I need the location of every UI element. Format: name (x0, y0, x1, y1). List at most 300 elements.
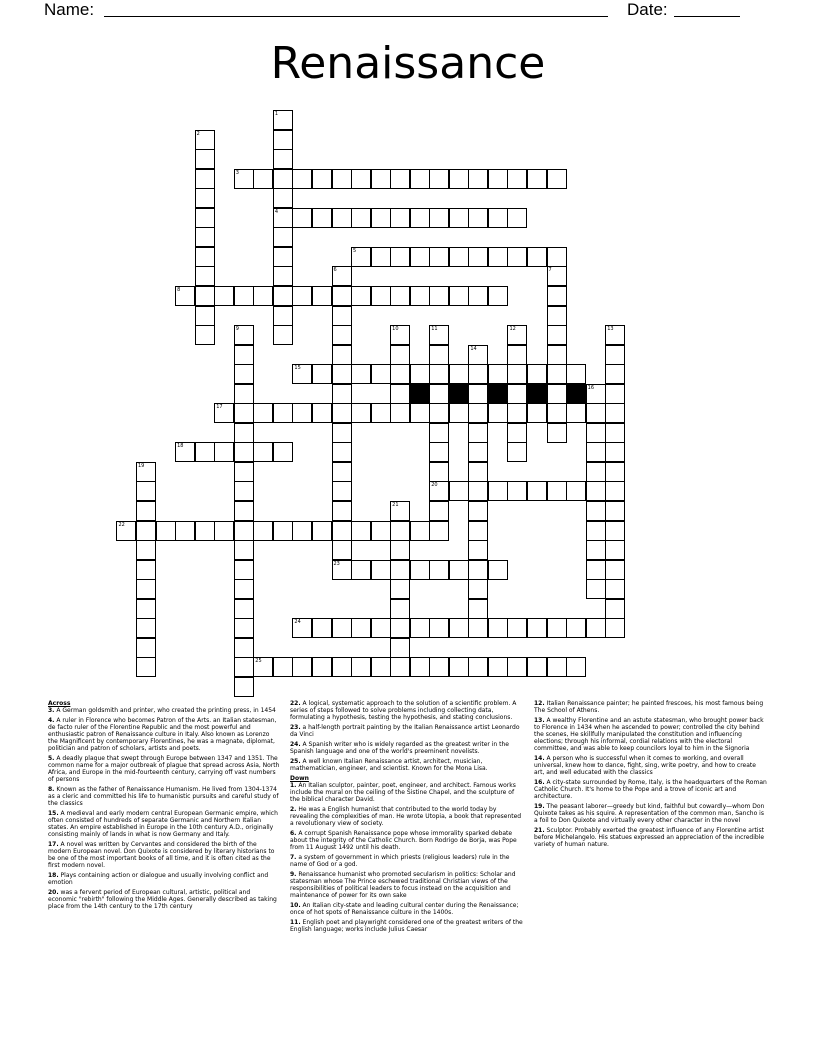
grid-cell[interactable] (273, 149, 293, 169)
grid-cell[interactable] (449, 560, 469, 580)
grid-cell[interactable] (429, 442, 449, 462)
grid-cell[interactable] (371, 286, 391, 306)
grid-cell[interactable] (234, 618, 254, 638)
grid-cell[interactable] (429, 169, 449, 189)
grid-cell[interactable] (332, 286, 352, 306)
grid-cell[interactable] (547, 247, 567, 267)
grid-cell[interactable] (292, 208, 312, 228)
grid-cell[interactable] (547, 657, 567, 677)
grid-cell[interactable] (136, 599, 156, 619)
grid-cell[interactable] (332, 403, 352, 423)
grid-cell[interactable] (507, 423, 527, 443)
grid-cell[interactable] (605, 403, 625, 423)
grid-cell[interactable] (547, 325, 567, 345)
grid-cell[interactable] (605, 462, 625, 482)
grid-cell[interactable] (429, 521, 449, 541)
grid-cell[interactable] (351, 560, 371, 580)
grid-cell[interactable] (507, 208, 527, 228)
grid-cell[interactable] (195, 188, 215, 208)
grid-cell[interactable] (507, 364, 527, 384)
grid-cell[interactable] (234, 677, 254, 697)
grid-cell[interactable] (586, 481, 606, 501)
grid-cell[interactable] (507, 384, 527, 404)
grid-cell[interactable] (488, 364, 508, 384)
grid-cell[interactable] (234, 462, 254, 482)
clue-number-label: 10. (290, 902, 301, 909)
grid-cell[interactable] (234, 481, 254, 501)
grid-cell[interactable] (429, 462, 449, 482)
grid-cell[interactable] (547, 403, 567, 423)
grid-cell[interactable] (332, 384, 352, 404)
grid-cell[interactable] (468, 169, 488, 189)
grid-cell[interactable] (547, 423, 567, 443)
grid-cell[interactable] (312, 208, 332, 228)
grid-cell[interactable] (449, 169, 469, 189)
grid-cell[interactable] (234, 579, 254, 599)
grid-cell[interactable] (195, 247, 215, 267)
grid-cell[interactable] (605, 618, 625, 638)
grid-cell[interactable] (332, 481, 352, 501)
grid-cell[interactable] (429, 364, 449, 384)
grid-cell[interactable] (390, 384, 410, 404)
grid-cell[interactable] (547, 481, 567, 501)
grid-cell[interactable] (390, 657, 410, 677)
grid-cell[interactable] (527, 403, 547, 423)
grid-cell[interactable] (429, 560, 449, 580)
grid-cell[interactable] (605, 384, 625, 404)
grid-cell[interactable] (273, 521, 293, 541)
grid-cell[interactable] (292, 521, 312, 541)
grid-cell[interactable] (273, 325, 293, 345)
grid-cell[interactable] (429, 247, 449, 267)
clue-across-17 (48, 841, 280, 869)
grid-cell[interactable] (390, 521, 410, 541)
clue-number: 14 (470, 345, 477, 352)
clue-number-label: 14. (534, 755, 545, 762)
clue-across-24 (290, 741, 524, 755)
grid-cell[interactable] (468, 521, 488, 541)
grid-cell[interactable] (195, 149, 215, 169)
clue-number: 13 (607, 326, 614, 333)
grid-cell[interactable] (312, 169, 332, 189)
clue-across-8 (48, 786, 280, 807)
grid-cell[interactable] (429, 208, 449, 228)
grid-cell[interactable] (195, 286, 215, 306)
grid-cell[interactable] (234, 560, 254, 580)
grid-cell[interactable] (429, 345, 449, 365)
grid-cell[interactable] (273, 169, 293, 189)
grid-cell[interactable] (410, 364, 430, 384)
grid-cell[interactable] (507, 481, 527, 501)
clue-across-3 (48, 707, 280, 714)
grid-cell[interactable] (234, 657, 254, 677)
grid-cell[interactable] (234, 599, 254, 619)
grid-cell[interactable] (234, 364, 254, 384)
grid-cell[interactable] (332, 208, 352, 228)
grid-cell[interactable] (605, 599, 625, 619)
grid-cell[interactable] (312, 403, 332, 423)
grid-cell[interactable] (234, 286, 254, 306)
grid-cell[interactable] (566, 618, 586, 638)
clue-text: A deadly plague that swept through Europe between 1347 and 1351. The common name for a major outbreak of plague that spread across Asia, North Africa, and Europe in the mid-fourteenth century, carrying off vast numbers of persons (48, 755, 280, 783)
grid-cell[interactable] (136, 657, 156, 677)
grid-cell[interactable] (371, 403, 391, 423)
grid-cell[interactable] (547, 306, 567, 326)
grid-cell[interactable] (390, 618, 410, 638)
grid-cell[interactable] (507, 403, 527, 423)
grid-cell[interactable] (332, 442, 352, 462)
grid-cell[interactable] (410, 403, 430, 423)
grid-cell[interactable] (332, 618, 352, 638)
grid-cell[interactable] (371, 521, 391, 541)
grid-cell[interactable] (390, 286, 410, 306)
grid-cell[interactable] (351, 403, 371, 423)
grid-cell[interactable] (586, 462, 606, 482)
grid-cell[interactable] (468, 481, 488, 501)
grid-cell[interactable] (527, 247, 547, 267)
grid-cell[interactable] (332, 325, 352, 345)
grid-cell[interactable] (332, 345, 352, 365)
grid-cell[interactable] (488, 657, 508, 677)
clue-text: A ruler in Florence who becomes Patron of the Arts. an Italian statesman, de facto ruler of the Florentine Republic and the most powerful and enthusiastic patron of Renaissance culture in Italy. Also known as Lorenzo the Magnificent by contemporary Florentines, he was a magnate, diplomat, politician and patron of scholars, artists and poets. (48, 717, 277, 752)
grid-cell[interactable] (312, 618, 332, 638)
clue-number-label: 17. (48, 841, 59, 848)
grid-cell[interactable] (449, 481, 469, 501)
grid-cell[interactable] (488, 247, 508, 267)
grid-cell[interactable] (351, 364, 371, 384)
grid-cell[interactable] (195, 227, 215, 247)
grid-cell[interactable] (273, 227, 293, 247)
grid-cell[interactable] (468, 208, 488, 228)
clue-text: A Spanish writer who is widely regarded as the greatest writer in the Spanish language and one of the world's preeminent novelists. (290, 741, 509, 755)
grid-cell[interactable] (507, 442, 527, 462)
grid-cell[interactable] (234, 501, 254, 521)
clue-number: 9 (235, 326, 239, 333)
grid-cell[interactable] (136, 540, 156, 560)
grid-cell[interactable] (390, 560, 410, 580)
grid-cell[interactable] (351, 618, 371, 638)
grid-cell[interactable] (390, 364, 410, 384)
grid-cell[interactable] (273, 130, 293, 150)
grid-cell[interactable] (390, 403, 410, 423)
clue-number-label: 7. (290, 854, 297, 861)
grid-cell[interactable] (195, 306, 215, 326)
clue-down-6 (290, 830, 524, 851)
grid-cell[interactable] (332, 521, 352, 541)
grid-cell[interactable] (468, 540, 488, 560)
grid-cell[interactable] (253, 286, 273, 306)
grid-cell[interactable] (273, 266, 293, 286)
grid-cell[interactable] (332, 501, 352, 521)
grid-cell[interactable] (195, 325, 215, 345)
grid-cell[interactable] (468, 247, 488, 267)
grid-cell[interactable] (351, 208, 371, 228)
grid-cell[interactable] (449, 286, 469, 306)
clue-across-5 (48, 755, 280, 783)
grid-cell[interactable] (605, 501, 625, 521)
grid-cell[interactable] (410, 560, 430, 580)
grid-cell[interactable] (449, 364, 469, 384)
grid-cell[interactable] (468, 618, 488, 638)
grid-cell[interactable] (488, 169, 508, 189)
clue-number: 7 (548, 267, 552, 274)
grid-cell[interactable] (390, 540, 410, 560)
clue-text: A medieval and early modern central European Germanic empire, which often consisted of hundreds of separate Germanic and Northern Italian states. An empire established in Europe in the 10th century A.D., originally consisting mainly of lands in what is now Germany and Italy. (48, 810, 278, 838)
grid-cell[interactable] (605, 579, 625, 599)
grid-cell[interactable] (468, 442, 488, 462)
grid-cell[interactable] (507, 169, 527, 189)
grid-cell[interactable] (605, 364, 625, 384)
grid-cell[interactable] (605, 560, 625, 580)
grid-cell[interactable] (468, 364, 488, 384)
grid-cell[interactable] (410, 208, 430, 228)
clue-number-label: 21. (534, 827, 545, 834)
clue-text: A person who is successful when it comes to working, and overall universal, knew how to dance, fight, sing, write poetry, and how to create art, and well educated with the classics (534, 755, 756, 776)
grid-cell[interactable] (273, 442, 293, 462)
grid-cell[interactable] (468, 599, 488, 619)
grid-cell[interactable] (234, 423, 254, 443)
grid-cell[interactable] (468, 462, 488, 482)
grid-cell[interactable] (390, 208, 410, 228)
grid-cell[interactable] (214, 286, 234, 306)
clue-number-label: 16. (534, 779, 545, 786)
grid-cell[interactable] (468, 403, 488, 423)
clue-number-label: 8. (48, 786, 55, 793)
grid-cell[interactable] (136, 560, 156, 580)
grid-cell[interactable] (136, 638, 156, 658)
grid-cell[interactable] (351, 169, 371, 189)
clue-number: 3 (235, 169, 239, 176)
grid-cell[interactable] (566, 403, 586, 423)
grid-cell[interactable] (371, 169, 391, 189)
grid-cell[interactable] (273, 286, 293, 306)
grid-cell[interactable] (390, 638, 410, 658)
grid-cell[interactable] (488, 618, 508, 638)
grid-cell[interactable] (332, 462, 352, 482)
grid-cell[interactable] (136, 618, 156, 638)
grid-cell[interactable] (332, 169, 352, 189)
grid-cell[interactable] (527, 657, 547, 677)
grid-cell[interactable] (449, 247, 469, 267)
grid-cell[interactable] (234, 540, 254, 560)
grid-cell[interactable] (449, 657, 469, 677)
grid-cell[interactable] (605, 481, 625, 501)
grid-cell[interactable] (136, 501, 156, 521)
grid-cell[interactable] (273, 247, 293, 267)
grid-cell[interactable] (507, 657, 527, 677)
grid-cell[interactable] (586, 442, 606, 462)
grid-cell[interactable] (527, 481, 547, 501)
grid-cell[interactable] (234, 384, 254, 404)
grid-cell[interactable] (527, 364, 547, 384)
clue-text: A German goldsmith and printer, who created the printing press, in 1454 (54, 707, 276, 714)
grid-cell[interactable] (332, 306, 352, 326)
grid-cell[interactable] (605, 540, 625, 560)
grid-cell[interactable] (312, 521, 332, 541)
clue-text: Known as the father of Renaissance Humanism. He lived from 1304-1374 as a cleric and committed his life to humanistic pursuits and careful study of the classics (48, 786, 279, 807)
grid-cell[interactable] (273, 188, 293, 208)
grid-cell[interactable] (234, 442, 254, 462)
grid-cell[interactable] (605, 345, 625, 365)
clue-text: a half-length portrait painting by the Italian Renaissance artist Leonardo da Vinci (290, 724, 520, 738)
grid-cell[interactable] (273, 657, 293, 677)
grid-cell[interactable] (429, 403, 449, 423)
clue-text: Italian Renaissance painter; he painted frescoes, his most famous being The School of Athens. (534, 700, 764, 714)
grid-cell[interactable] (332, 657, 352, 677)
grid-cell[interactable] (253, 403, 273, 423)
grid-cell[interactable] (332, 423, 352, 443)
clue-number-label: 6. (290, 830, 297, 837)
grid-cell[interactable] (253, 521, 273, 541)
grid-cell[interactable] (547, 618, 567, 638)
grid-cell[interactable] (527, 618, 547, 638)
grid-cell[interactable] (234, 521, 254, 541)
grid-cell[interactable] (488, 481, 508, 501)
grid-cell[interactable] (312, 364, 332, 384)
grid-cell[interactable] (429, 618, 449, 638)
grid-cell[interactable] (586, 403, 606, 423)
clue-number-label: 5. (48, 755, 55, 762)
grid-cell[interactable] (468, 286, 488, 306)
grid-cell[interactable] (371, 364, 391, 384)
grid-block (449, 384, 469, 404)
grid-cell[interactable] (234, 638, 254, 658)
grid-cell[interactable] (195, 208, 215, 228)
grid-cell[interactable] (195, 169, 215, 189)
grid-cell[interactable] (410, 169, 430, 189)
grid-cell[interactable] (429, 657, 449, 677)
grid-cell[interactable] (547, 384, 567, 404)
grid-cell[interactable] (410, 521, 430, 541)
grid-cell[interactable] (410, 286, 430, 306)
grid-cell[interactable] (449, 618, 469, 638)
grid-cell[interactable] (371, 208, 391, 228)
grid-cell[interactable] (547, 345, 567, 365)
grid-cell[interactable] (273, 306, 293, 326)
grid-cell[interactable] (136, 481, 156, 501)
grid-cell[interactable] (390, 599, 410, 619)
grid-cell[interactable] (507, 247, 527, 267)
grid-cell[interactable] (195, 442, 215, 462)
grid-cell[interactable] (488, 403, 508, 423)
grid-cell[interactable] (605, 442, 625, 462)
clue-down-11 (290, 919, 524, 933)
grid-cell[interactable] (371, 247, 391, 267)
grid-cell[interactable] (371, 657, 391, 677)
grid-cell[interactable] (605, 423, 625, 443)
grid-cell[interactable] (468, 501, 488, 521)
grid-cell[interactable] (468, 579, 488, 599)
grid-cell[interactable] (136, 579, 156, 599)
grid-cell[interactable] (312, 657, 332, 677)
grid-cell[interactable] (566, 481, 586, 501)
grid-cell[interactable] (332, 364, 352, 384)
grid-cell[interactable] (136, 521, 156, 541)
grid-cell[interactable] (273, 403, 293, 423)
grid-cell[interactable] (586, 501, 606, 521)
name-label: Name: (44, 0, 95, 19)
grid-cell[interactable] (234, 403, 254, 423)
grid-cell[interactable] (566, 364, 586, 384)
clue-number: 1 (274, 111, 279, 117)
grid-cell[interactable] (156, 521, 176, 541)
grid-cell[interactable] (527, 169, 547, 189)
grid-cell[interactable] (371, 560, 391, 580)
grid-cell[interactable] (312, 286, 332, 306)
grid-cell[interactable] (586, 521, 606, 541)
grid-cell[interactable] (429, 384, 449, 404)
clue-number: 25 (255, 658, 262, 665)
grid-cell[interactable] (253, 169, 273, 189)
grid-cell[interactable] (195, 521, 215, 541)
grid-cell[interactable] (547, 169, 567, 189)
clue-number: 15 (294, 365, 301, 372)
grid-cell[interactable] (429, 286, 449, 306)
grid-cell[interactable] (195, 266, 215, 286)
grid-cell[interactable] (292, 169, 312, 189)
grid-cell[interactable] (507, 618, 527, 638)
grid-cell[interactable] (410, 618, 430, 638)
grid-cell[interactable] (586, 579, 606, 599)
grid-cell[interactable] (390, 247, 410, 267)
grid-cell[interactable] (468, 384, 488, 404)
grid-cell[interactable] (468, 560, 488, 580)
grid-cell[interactable] (410, 247, 430, 267)
clue-across-4 (48, 717, 280, 752)
grid-cell[interactable] (449, 208, 469, 228)
grid-cell[interactable] (449, 403, 469, 423)
grid-cell[interactable] (429, 501, 449, 521)
grid-cell[interactable] (468, 657, 488, 677)
grid-cell[interactable] (292, 286, 312, 306)
grid-cell[interactable] (332, 540, 352, 560)
grid-cell[interactable] (175, 521, 195, 541)
grid-cell[interactable] (390, 169, 410, 189)
grid-cell[interactable] (586, 423, 606, 443)
grid-cell[interactable] (214, 442, 234, 462)
grid-cell[interactable] (351, 521, 371, 541)
grid-cell[interactable] (468, 423, 488, 443)
grid-cell[interactable] (351, 286, 371, 306)
grid-cell[interactable] (253, 442, 273, 462)
grid-cell[interactable] (214, 521, 234, 541)
clue-number-label: 15. (48, 810, 59, 817)
grid-cell[interactable] (410, 657, 430, 677)
clue-down-1 (290, 782, 524, 803)
grid-cell[interactable] (488, 560, 508, 580)
grid-cell[interactable] (547, 286, 567, 306)
grid-cell[interactable] (507, 345, 527, 365)
grid-cell[interactable] (586, 618, 606, 638)
grid-cell[interactable] (234, 345, 254, 365)
grid-cell[interactable] (351, 657, 371, 677)
grid-cell[interactable] (292, 403, 312, 423)
grid-cell[interactable] (292, 657, 312, 677)
grid-cell[interactable] (488, 286, 508, 306)
clue-number: 24 (294, 619, 301, 626)
grid-cell[interactable] (605, 521, 625, 541)
grid-cell[interactable] (390, 579, 410, 599)
grid-cell[interactable] (586, 540, 606, 560)
grid-cell[interactable] (488, 208, 508, 228)
grid-cell[interactable] (586, 560, 606, 580)
clue-number-label: 11. (290, 919, 301, 926)
grid-cell[interactable] (566, 657, 586, 677)
grid-cell[interactable] (371, 618, 391, 638)
grid-cell[interactable] (547, 364, 567, 384)
grid-cell[interactable] (429, 423, 449, 443)
grid-cell[interactable] (390, 345, 410, 365)
